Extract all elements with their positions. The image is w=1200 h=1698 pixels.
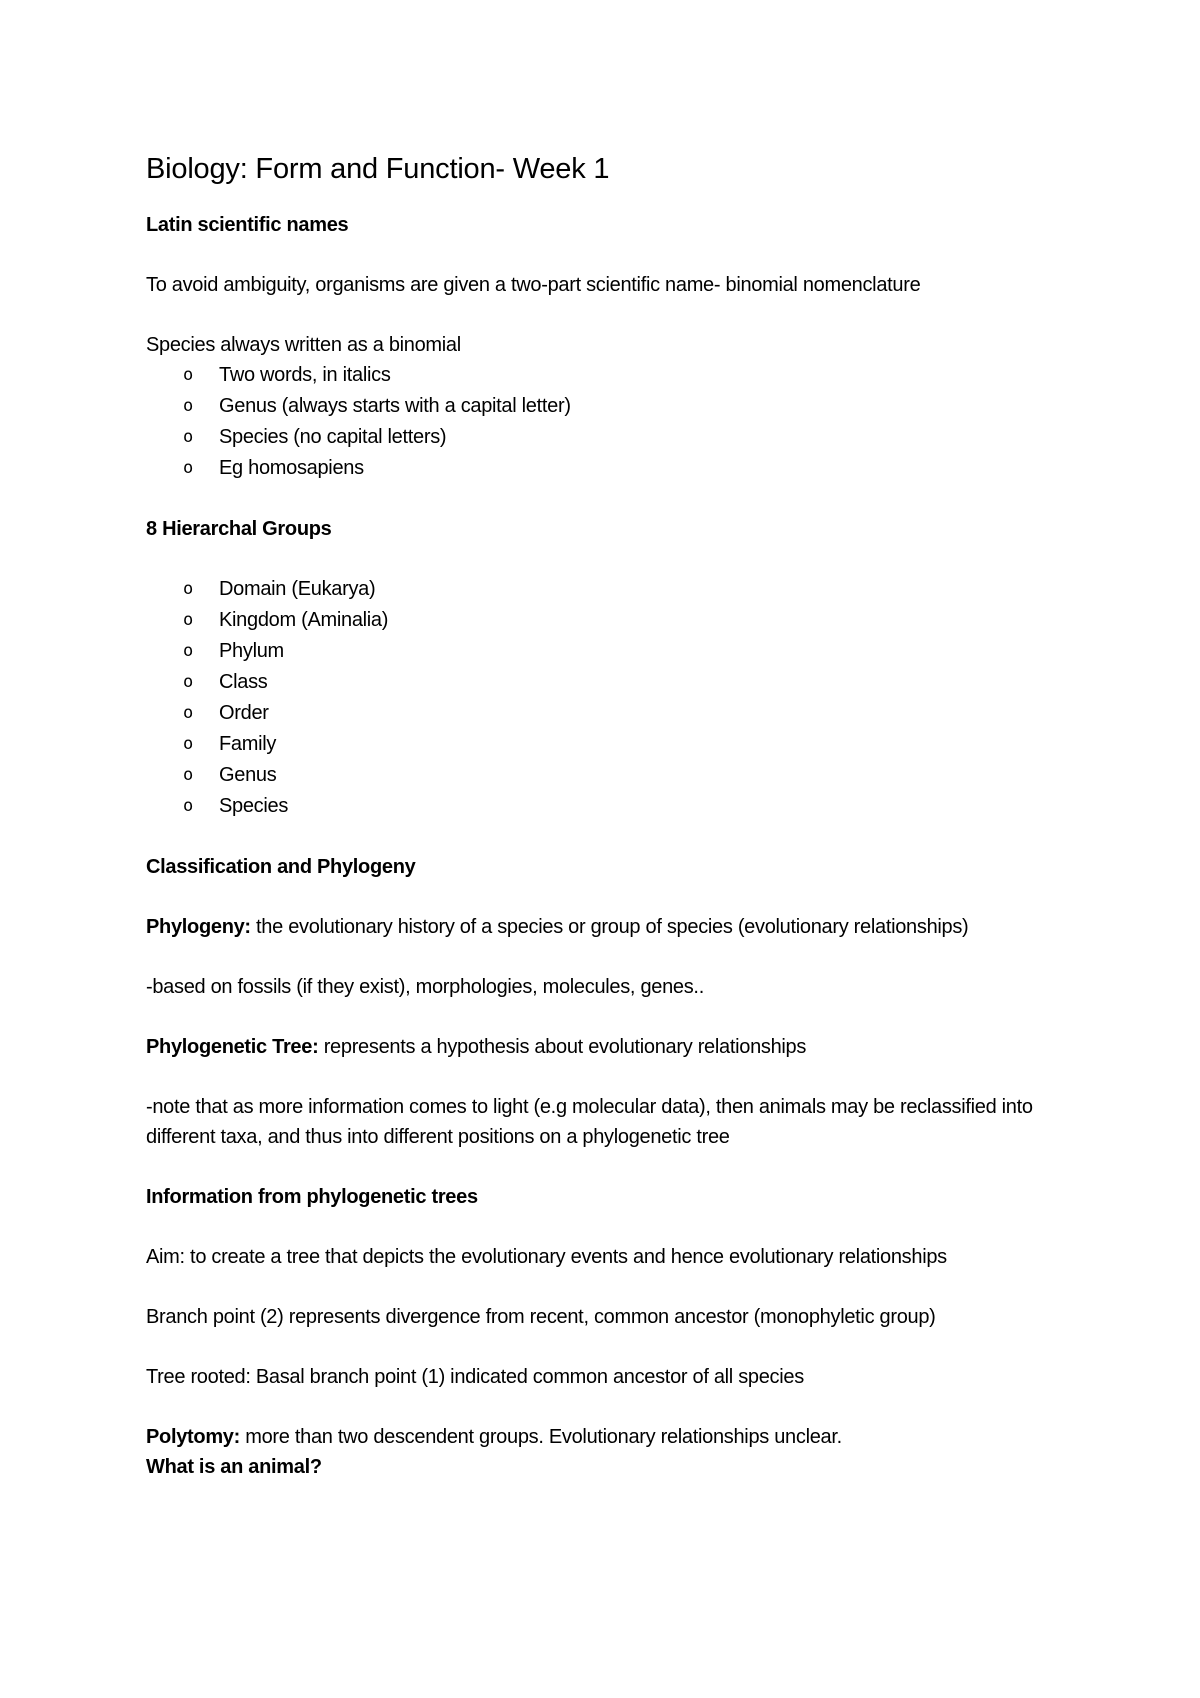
branch-point-note: Branch point (2) represents divergence from recent, common ancestor (monophyletic group) (146, 1306, 936, 1328)
list-item: o Order (146, 698, 1086, 729)
list-item: o Species (146, 791, 1086, 822)
document-body (146, 150, 1086, 1482)
phylogeny-definition (146, 912, 1086, 942)
bullet-circle-icon: o (183, 796, 193, 816)
list-item: o Two words, in italics (146, 360, 1086, 391)
phylogeny-term: Phylogeny: (146, 916, 251, 938)
bullet-circle-icon: o (183, 579, 193, 599)
tree-term: Phylogenetic Tree: (146, 1036, 319, 1058)
latin-intro: To avoid ambiguity, organisms are given a two-part scientific name- binomial nomenclature (146, 274, 921, 296)
list-item: o Class (146, 667, 1086, 698)
heading-latin-names: Latin scientific names (146, 214, 349, 236)
reclassification-note: -note that as more information comes to light (e.g molecular data), then animals may be reclassified into different taxa, and thus into different positions on a phylogenetic tree (146, 1096, 1033, 1148)
bullet-circle-icon: o (183, 734, 193, 754)
list-item: o Species (no capital letters) (146, 422, 1086, 453)
list-item: o Eg homosapiens (146, 453, 1086, 484)
heading-classification: Classification and Phylogeny (146, 856, 416, 878)
heading-tree-information: Information from phylogenetic trees (146, 1186, 478, 1208)
heading-hierarchal-groups: 8 Hierarchal Groups (146, 518, 332, 540)
tree-aim: Aim: to create a tree that depicts the evolutionary events and hence evolutionary relationships (146, 1246, 947, 1268)
document-title: Biology: Form and Function- Week 1 (146, 153, 610, 185)
bullet-circle-icon: o (183, 641, 193, 661)
list-item: o Domain (Eukarya) (146, 574, 1086, 605)
list-item: o Genus (always starts with a capital letter) (146, 391, 1086, 422)
heading-what-is-animal: What is an animal? (146, 1456, 322, 1478)
bullet-circle-icon: o (183, 427, 193, 447)
binomial-list (146, 360, 1086, 484)
bullet-circle-icon: o (183, 672, 193, 692)
bullet-circle-icon: o (183, 365, 193, 385)
bullet-circle-icon: o (183, 396, 193, 416)
polytomy-term: Polytomy: (146, 1426, 240, 1448)
list-item: o Kingdom (Aminalia) (146, 605, 1086, 636)
tree-definition (146, 1032, 1086, 1062)
tree-rooted-note: Tree rooted: Basal branch point (1) indicated common ancestor of all species (146, 1366, 804, 1388)
polytomy-text: more than two descendent groups. Evolutionary relationships unclear. (239, 1426, 842, 1448)
bullet-circle-icon: o (183, 458, 193, 478)
bullet-circle-icon: o (183, 703, 193, 723)
phylogeny-basis: -based on fossils (if they exist), morphologies, molecules, genes.. (146, 976, 704, 998)
bullet-circle-icon: o (183, 765, 193, 785)
list-item: o Phylum (146, 636, 1086, 667)
phylogeny-text: the evolutionary history of a species or group of species (evolutionary relationships) (250, 916, 969, 938)
polytomy-definition (146, 1422, 1086, 1452)
tree-text: represents a hypothesis about evolutionary relationships (318, 1036, 807, 1058)
list-item: o Genus (146, 760, 1086, 791)
binomial-lead: Species always written as a binomial (146, 334, 461, 356)
list-item: o Family (146, 729, 1086, 760)
hierarchy-list (146, 574, 1086, 822)
bullet-circle-icon: o (183, 610, 193, 630)
